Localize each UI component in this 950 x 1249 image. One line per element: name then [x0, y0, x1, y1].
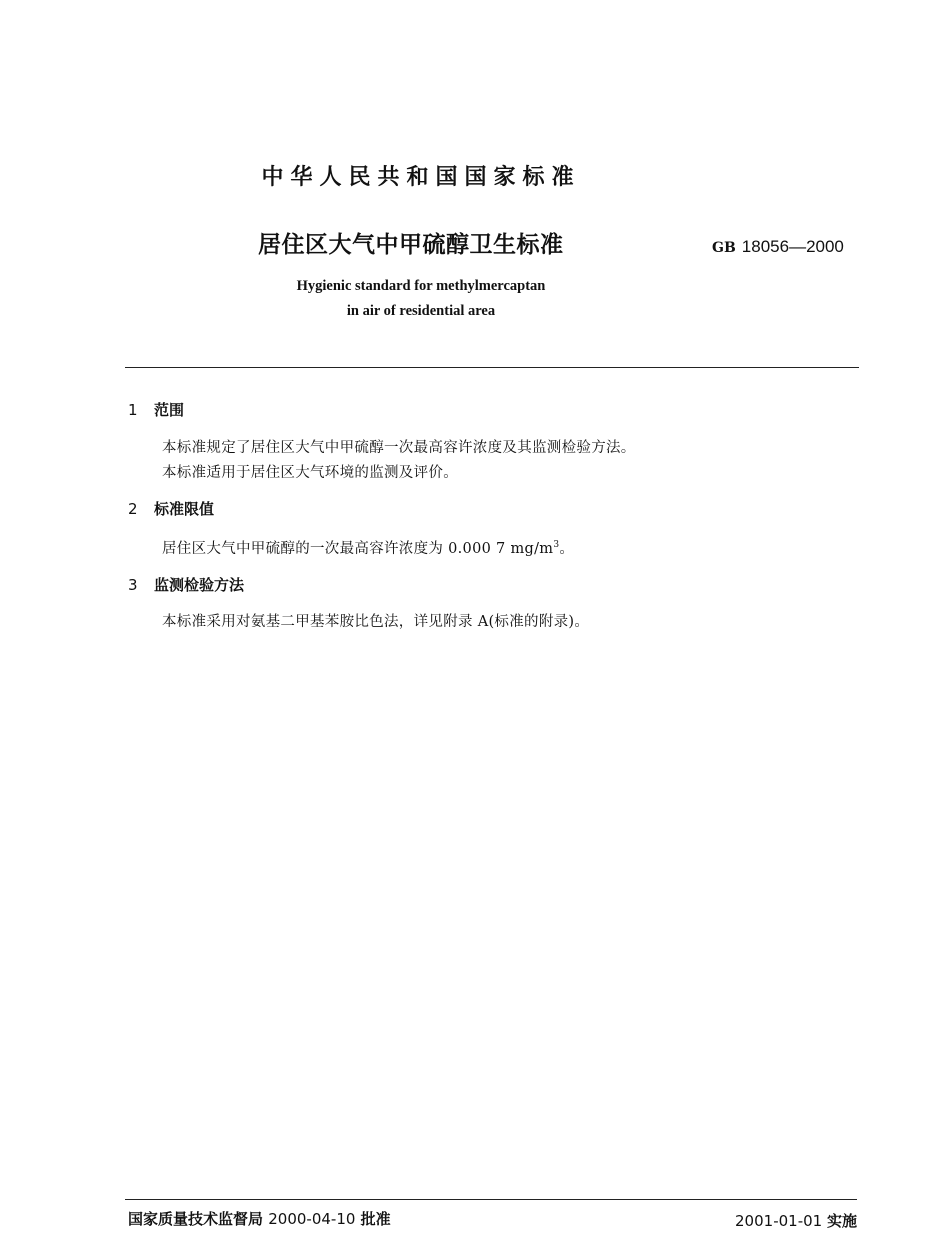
header-divider: [125, 367, 859, 368]
section-number: 2: [128, 500, 138, 518]
effective-date: 2001-01-01: [735, 1212, 823, 1230]
section-2-heading: [128, 498, 214, 519]
section-2-paragraph: [162, 537, 574, 558]
unit-superscript: 3: [553, 540, 560, 551]
approval-date: 2000-04-10: [268, 1210, 356, 1228]
section-title: 标准限值: [154, 500, 215, 518]
approval-org: 国家质量技术监督局: [128, 1210, 264, 1228]
section-title: 范围: [154, 401, 185, 419]
standard-code: [712, 237, 844, 257]
document-title-cn: 居住区大气中甲硫醇卫生标准: [258, 232, 564, 258]
standard-code-number: 18056—2000: [741, 237, 844, 256]
approval-suffix: 批准: [360, 1210, 391, 1228]
footer-divider: [125, 1199, 857, 1200]
document-title-en-line1: Hygienic standard for methylmercaptan: [296, 278, 546, 294]
limit-text: 居住区大气中甲硫醇的一次最高容许浓度为 0.000 7 mg/m: [162, 541, 554, 557]
document-title-en-line2: in air of residential area: [346, 303, 496, 319]
section-title: 监测检验方法: [154, 576, 245, 594]
section-number: 3: [128, 576, 138, 594]
section-1-paragraph-2: 本标准适用于居住区大气环境的监测及评价。: [162, 465, 458, 481]
section-1-paragraph-1: 本标准规定了居住区大气中甲硫醇一次最高容许浓度及其监测检验方法。: [162, 440, 636, 456]
national-standard-header: 中华人民共和国国家标准: [261, 165, 581, 190]
effective-suffix: 实施: [826, 1212, 857, 1230]
section-3-heading: [128, 574, 244, 595]
section-number: 1: [128, 401, 138, 419]
limit-text-end: 。: [559, 541, 575, 557]
approval-line: [128, 1208, 391, 1229]
section-3-paragraph: 本标准采用对氨基二甲基苯胺比色法，详见附录 A(标准的附录)。: [162, 614, 590, 630]
standard-code-prefix: GB: [712, 240, 736, 256]
section-1-heading: [128, 399, 184, 420]
effective-line: [735, 1210, 857, 1231]
